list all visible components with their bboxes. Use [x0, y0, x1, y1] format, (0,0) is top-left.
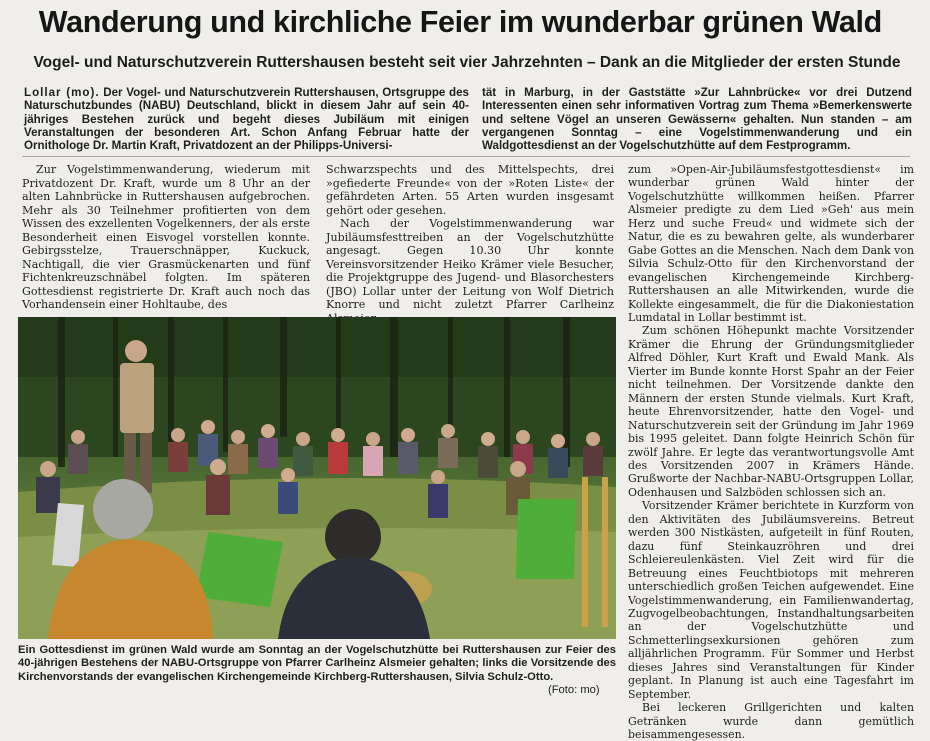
paragraph: Zur Vogelstimmenwanderung, wiederum mit Privatdozent Dr. Kraft, wurde um 8 Uhr an der alten Lahnbrücke in Ruttershausen aufgebrochen. Mehr als 30 Teilnehmer profitierten von dem Wissen des exzellenten Vogelkenners, der als erste Besonderheit einen Eisvogel vorstellen konnte. Gebirgsstelze, Trauerschnäpper, Kuckuck, Nachtigall, die vier Grasmückenarten und fünf Fichtenkreuzschnäbel folgten. Im späteren Gottesdienst registrierte Dr. Kraft auch noch das Vorhandensein einer Hohltaube, des — [22, 163, 310, 311]
subheadline: Vogel- und Naturschutzverein Ruttershausen besteht seit vier Jahrzehnten – Dank an die Mitglieder der ersten Stunde — [33, 54, 901, 71]
paragraph: zum »Open-Air-Jubiläumsfestgottesdienst« im wunderbar grünen Wald hinter der Vogelschutzhütte willkommen heißen. Pfarrer Alsmeier predigte zu dem Lied »Geh' aus mein Herz und suche Freud« und widmete sich der Natur, die es zu bewahren gelte, als wunderbarer Gabe Gottes an die Menschen. Nach dem Dank von Silvia Schulz-Otto für den Kirchenvorstand der evangelischen Kirchengemeinde Kirchberg-Ruttershausen an alle Mitwirkenden, wurde die Kollekte eingesammelt, die für die Diakoniestation Lumdatal in Lollar bestimmt ist. — [628, 163, 914, 324]
body-column-1 — [22, 163, 310, 312]
photo-credit: (Foto: mo) — [548, 684, 600, 696]
body-column-2 — [326, 163, 614, 325]
lead-right: tät in Marburg, in der Gaststätte »Zur Lahnbrücke« vor drei Dutzend Interessenten einen sehr informativen Vortrag zum Thema »Bemerkenswerte und seltene Vögel an unseren Gewässern« gehalten. Nun standen – am vergangenen Sonntag – eine Vogelstimmenwanderung und ein Waldgottesdienst an der Vogelschutzhütte auf dem Festprogramm. — [482, 86, 912, 153]
forest-service-photo — [18, 317, 616, 639]
paragraph: Bei leckeren Grillgerichten und kalten Getränken wurde dann gemütlich beisammengesessen. — [628, 701, 914, 741]
paragraph: Vorsitzender Krämer berichtete in Kurzform von den Aktivitäten des Jubiläumsvereins. Betreut werden 300 Nistkästen, aufgeteilt in fünf Routen, dazu fünf Steinkauzröhren und drei Schleiereulenkästen. Viel Zeit wird für die Betreuung eines Feuchtbiotops mit mehreren unterschiedlich großen Teichen aufgewendet. Eine Vogelstimmenwanderung, ein Familienwandertag, Zugvogelbeobachtungen, Instandhaltungsarbeiten an der Vogelschutzhütte und Schmetterlingsexkursionen gehören zum alljährlichen Programm. Für Sommer und Herbst dieses Jahres sind Veranstaltungen für Kinder geplant. In Planung ist auch eine Tagesfahrt im September. — [628, 499, 914, 701]
dateline: Lollar (mo). — [24, 86, 100, 99]
caption-text: Ein Gottesdienst im grünen Wald wurde am Sonntag an der Vogelschutzhütte bei Ruttershausen zur Feier des 40-jährigen Bestehens der NABU-Ortsgruppe von Pfarrer Carlheinz Alsmeier gehalten; links die Vorsitzende des Kirchenvorstands der evangelischen Kirchengemeinde Kirchberg-Ruttershausen, Silvia Schulz-Otto. — [18, 644, 616, 683]
paragraph: Zum schönen Höhepunkt machte Vorsitzender Krämer die Ehrung der Gründungsmitglieder Alfred Döhler, Kurt Kraft und Ewald Mank. Als Vierter im Bunde konnte Horst Spahr an der Feier nicht teilnehmen. Der Vorsitzende dankte den Männern der ersten Stunde vielmals. Kurt Kraft, heute Ehrenvorsitzender, hatte den Vogel- und Naturschutzverein seit der Gründung im Jahr 1969 bis 1995 geleitet. Dann folgte Heinrich Schön für zwölf Jahre. Er legte das verantwortungsvolle Amt des Vorsitzenden 2007 in Krämers Hände. Grußworte der Nachbar-NABU-Ortsgruppen Lollar, Odenhausen und Salzböden schlossen sich an. — [628, 324, 914, 499]
lead-left-text: Der Vogel- und Naturschutzverein Ruttershausen, Ortsgruppe des Naturschutzbundes (NABU) Deutschland, blickt in diesem Jahr auf sein 40-jähriges Bestehen zurück und begeht dieses Jubiläum mit einigen Veranstaltungen der besonderen Art. Schon Anfang Februar hatte der Ornithologe Dr. Martin Kraft, Privatdozent an der Philipps-Universi- — [24, 86, 469, 153]
paragraph: Schwarzspechts und des Mittelspechts, drei »gefiederte Freunde« von der »Roten Liste« der gefährdeten Arten. 55 Arten wurden insgesamt gehört oder gesehen. — [326, 163, 614, 217]
headline: Wanderung und kirchliche Feier im wunderbar grünen Wald — [38, 4, 882, 39]
paragraph: Nach der Vogelstimmenwanderung war Jubiläumsfesttreiben an der Vogelschutzhütte angesagt. Gegen 10.30 Uhr konnte Vereinsvorsitzender Heiko Krämer viele Besucher, die Projektgruppe des Jugend- und Blasorchesters (JBO) Lollar unter der Leitung von Wolf Dietrich Knorre und nicht zuletzt Pfarrer Carlheinz — [326, 217, 614, 311]
photo-caption — [18, 644, 616, 684]
lead-left — [24, 86, 469, 152]
lead-divider — [22, 156, 910, 157]
body-column-3 — [628, 163, 914, 741]
